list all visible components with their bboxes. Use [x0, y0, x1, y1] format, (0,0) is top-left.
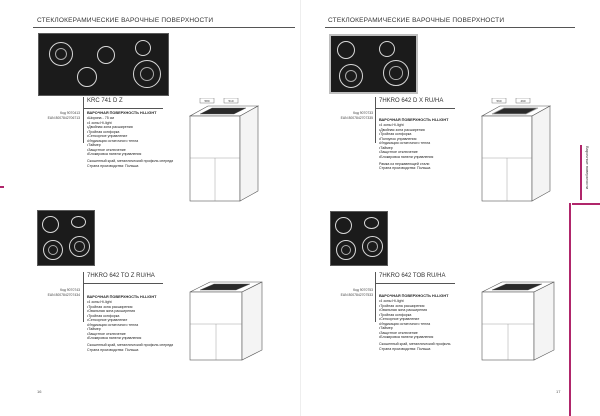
feature-list	[379, 299, 451, 340]
feature-item: • Таймер	[87, 143, 173, 148]
burner-zone-icon	[337, 41, 355, 59]
feature-item: • Индикация остаточного тепла	[379, 141, 448, 146]
feature-item: • Тройная конфорка	[379, 132, 448, 137]
product-description	[379, 294, 451, 351]
product-codes	[40, 288, 80, 297]
feature-item: • 4 зоны Hi-light	[379, 123, 448, 128]
burner-zone-icon	[379, 41, 395, 57]
feature-item: • Блокировка панели управления	[379, 335, 451, 340]
hob-image-krc741	[38, 33, 169, 96]
feature-item: • Индикация остаточного тепла	[87, 139, 173, 144]
installation-drawing	[178, 98, 278, 208]
product-description	[87, 295, 173, 352]
burner-zone-icon	[97, 46, 115, 64]
feature-item: • Таймер	[379, 146, 448, 151]
product-codes	[333, 111, 373, 120]
dimension-label: 580	[204, 99, 210, 103]
accent-rule	[569, 203, 571, 416]
model-name: 7HKRO 642 D X RU/HA	[379, 98, 444, 104]
model-rule	[83, 108, 163, 109]
model-rule	[375, 283, 455, 284]
code-label: Код 9070753	[353, 288, 373, 292]
burner-zone-icon	[362, 236, 383, 257]
burner-zone-icon	[135, 40, 151, 56]
feature-item: • Ширина - 75 см	[87, 116, 173, 121]
code-label: Код 9070733	[353, 111, 373, 115]
burner-zone-icon	[364, 217, 379, 229]
page-title: СТЕКЛОКЕРАМИЧЕСКИЕ ВАРОЧНЫЕ ПОВЕРХНОСТИ	[37, 17, 214, 24]
accent-mark	[0, 186, 4, 188]
feature-item: • Ползунок управления	[379, 137, 448, 142]
ean-label: EAN 8007842707335	[340, 115, 373, 120]
description-note: Рамка из нержавеющей стали	[379, 161, 430, 166]
description-heading: ВАРОЧНАЯ ПОВЕРХНОСТЬ HI-LIGHT	[87, 111, 157, 115]
feature-item: • 4 зоны Hi-light	[87, 121, 173, 126]
page-number: 17	[556, 389, 561, 394]
description-note: Страна производства: Польша	[379, 346, 431, 351]
feature-item: • Двойная зона расширения	[379, 128, 448, 133]
feature-item: • Тройная зона расширения	[87, 305, 173, 310]
burner-zone-icon	[71, 216, 86, 228]
feature-item: • Овальная зона расширения	[87, 309, 173, 314]
hob-image-7hkro642tob	[330, 211, 388, 266]
feature-item: • Защитное отключение	[87, 332, 173, 337]
section-tab-bar	[580, 145, 582, 200]
title-rule	[33, 27, 295, 28]
feature-item: • 4 зоны Hi-light	[87, 300, 173, 305]
divider	[83, 97, 84, 143]
installation-drawing	[180, 276, 280, 362]
model-name: KRC 741 D Z	[87, 98, 123, 104]
description-note: Скошенный край, металлический профиль спереди	[87, 343, 174, 348]
feature-item: • Защитное отключение	[379, 331, 451, 336]
feature-item: • Двойная зона расширения	[87, 125, 173, 130]
burner-zone-icon	[77, 67, 97, 87]
feature-item: • Таймер	[379, 326, 451, 331]
feature-list	[379, 123, 448, 159]
burner-zone-icon	[383, 60, 409, 86]
divider	[375, 272, 376, 322]
feature-item: • Сенсорное управление	[87, 134, 173, 139]
feature-item: • Тройная конфорка	[87, 130, 173, 135]
hob-image-7hkro642dx	[329, 34, 418, 94]
description-heading: ВАРОЧНАЯ ПОВЕРХНОСТЬ HI-LIGHT	[87, 295, 157, 299]
divider	[83, 272, 84, 322]
feature-item: • Сенсорное управление	[379, 317, 451, 322]
description-note: Страна производства: Польша	[379, 166, 431, 171]
feature-item: • Сенсорное управление	[87, 318, 173, 323]
page-fold	[300, 0, 301, 416]
feature-item: • Защитное отключение	[87, 148, 173, 153]
feature-item: • Блокировка панели управления	[379, 155, 448, 160]
feature-item: • Тройная конфорка	[379, 313, 451, 318]
description-note: Страна производства: Польша	[87, 347, 139, 352]
code-label: Код 9070413	[60, 111, 80, 115]
burner-zone-icon	[335, 217, 352, 234]
ean-label: EAN 8007842707434	[47, 292, 80, 297]
feature-item: • Тройная зона расширения	[379, 304, 451, 309]
feature-item: • Индикация остаточного тепла	[87, 323, 173, 328]
burner-zone-icon	[339, 64, 363, 88]
description-heading: ВАРОЧНАЯ ПОВЕРХНОСТЬ HI-LIGHT	[379, 118, 449, 122]
product-description	[379, 118, 448, 171]
dimension-label: 490	[520, 99, 526, 103]
feature-item: • Блокировка панели управления	[87, 336, 173, 341]
burner-zone-icon	[69, 236, 90, 257]
model-rule	[83, 283, 163, 284]
feature-item: • Тройная конфорка	[87, 314, 173, 319]
model-name: 7HKRO 642 TOB RU/HA	[379, 273, 446, 279]
title-rule	[325, 27, 575, 28]
feature-list	[87, 300, 173, 341]
feature-item: • 4 зоны Hi-light	[379, 299, 451, 304]
burner-zone-icon	[49, 42, 73, 66]
description-note: Страна производства: Польша	[87, 163, 139, 168]
feature-list	[87, 116, 173, 157]
model-rule	[375, 108, 455, 109]
description-note: Скошенный край, металлический профиль	[379, 342, 451, 347]
product-codes	[333, 288, 373, 297]
ean-label: EAN 8007842707533	[340, 292, 373, 297]
installation-drawing	[470, 98, 570, 208]
feature-item: • Блокировка панели управления	[87, 152, 173, 157]
feature-item: • Таймер	[87, 327, 173, 332]
burner-zone-icon	[43, 240, 63, 260]
model-name: 7HKRO 642 TO Z RU/HA	[87, 273, 155, 279]
hob-image-7hkro642to	[37, 210, 95, 266]
product-description	[87, 111, 173, 168]
feature-item: • Защитное отключение	[379, 150, 448, 155]
ean-label: EAN 8007842706713	[47, 115, 80, 120]
feature-item: • Овальная зона расширения	[379, 308, 451, 313]
burner-zone-icon	[336, 240, 356, 260]
description-heading: ВАРОЧНАЯ ПОВЕРХНОСТЬ HI-LIGHT	[379, 294, 449, 298]
section-tab-label: Варочные поверхности	[585, 146, 590, 190]
product-codes	[40, 111, 80, 120]
installation-drawing	[472, 276, 572, 362]
feature-item: • Индикация остаточного тепла	[379, 322, 451, 327]
page-number: 16	[37, 389, 42, 394]
accent-mark	[572, 203, 600, 205]
burner-zone-icon	[42, 216, 59, 233]
dimension-label: 560	[496, 99, 502, 103]
divider	[375, 97, 376, 143]
page-title: СТЕКЛОКЕРАМИЧЕСКИЕ ВАРОЧНЫЕ ПОВЕРХНОСТИ	[328, 17, 505, 24]
dimension-label: 510	[228, 99, 234, 103]
description-note: Скошенный край, металлический профиль спереди	[87, 159, 174, 164]
code-label: Код 9070743	[60, 288, 80, 292]
burner-zone-icon	[133, 60, 161, 88]
